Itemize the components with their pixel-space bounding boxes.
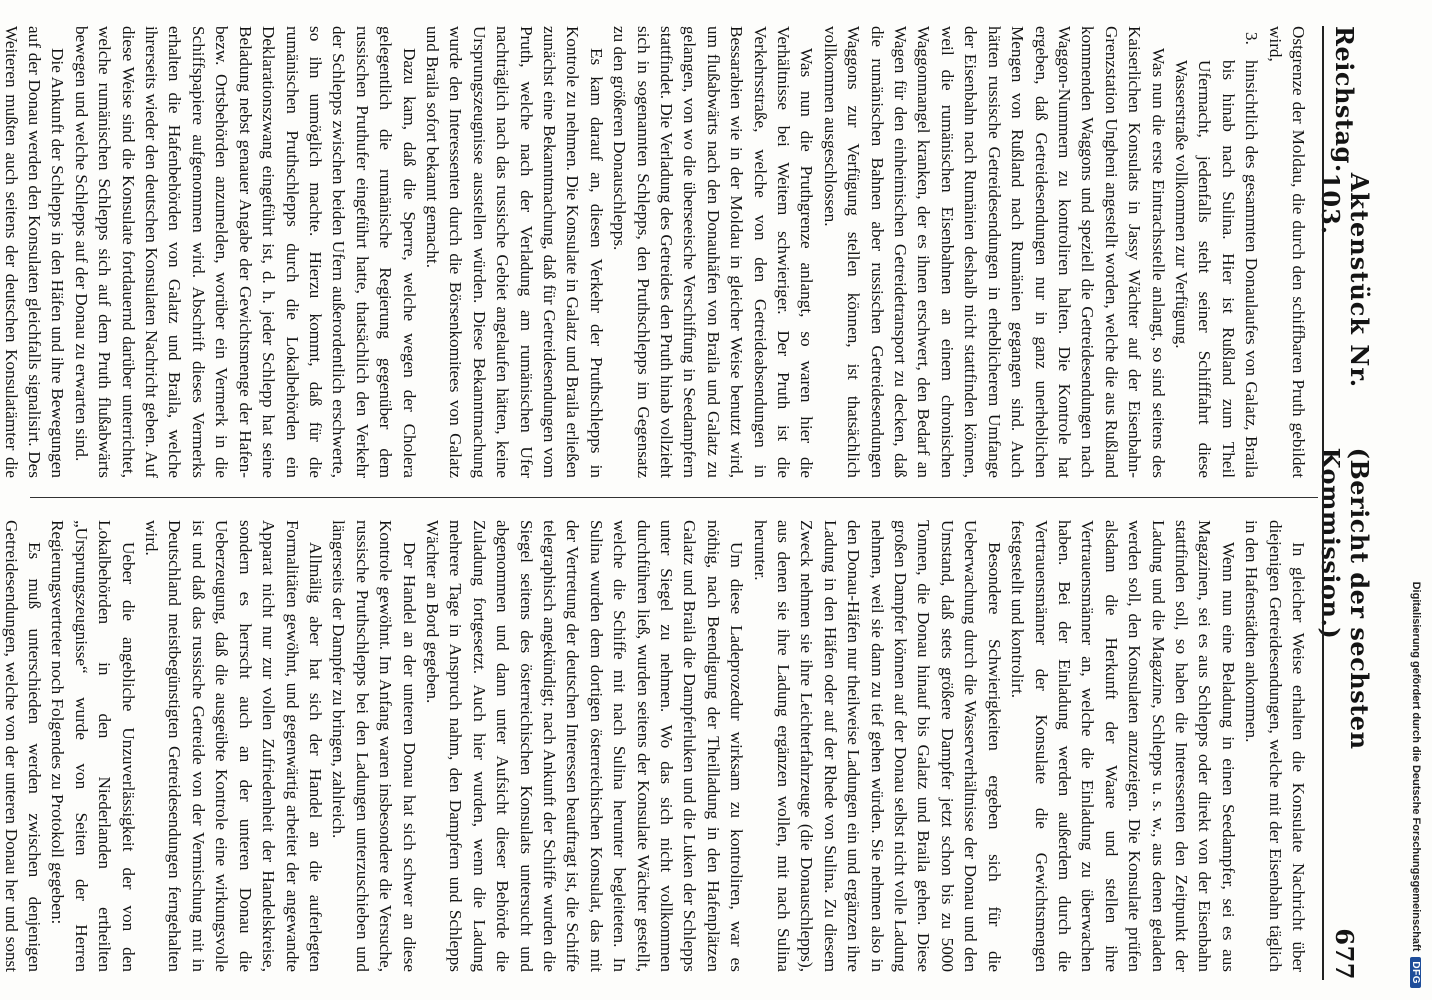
- paragraph: Es kam darauf an, diesen Verkehr der Pruthschlepps in Kontrole zu nehmen. Die Konsulate in Galatz und Braila erließen zunächst eine Bekanntmachung, daß für Getreidesendungen vom Pruth, welche nach der Verladung am rumänischen Ufer nachträglich nach das russische Gebiet angelaufen hätten, keine Ursprungszeugnisse ausstellen würden. Diese Bekanntmachung wurde den Interessenten durch die Börsenkomitees von Galatz und Braila sofort bekannt gemacht.: [422, 26, 606, 478]
- paragraph-text: hinsichtlich des gesammten Donaulaufes von Galatz, Braila bis hinab nach Sulina. Hier ist Rußland zum Theil Ufermacht, jedenfalls steht seiner Schifffahrt diese Wasserstraße vollkommen zur Verfügung.: [1171, 60, 1262, 478]
- paragraph: Ostgrenze der Moldau, die durch den schiffbaren Pruth gebildet wird,: [1265, 26, 1308, 478]
- digitization-note: [1407, 8, 1425, 988]
- paragraph: Allmälig aber hat sich der Handel an die auferlegten Formalitäten gewöhnt, und gegenwärtig arbeitet der angewandte Apparat nicht nur zur vollen Zufriedenheit der Handelskreise, sondern es herrscht auch an der unteren Donau die Ueberzeugung, daß die ausgeübte Kontrole eine wirkungsvolle ist und daß das russische Getreide von der Vermischung mit in Deutschland meistbegünstigten Getreidesendungen ferngehalten wird.: [142, 520, 325, 972]
- header-left: Reichstag.: [1330, 26, 1360, 173]
- paragraph: In gleicher Weise erhalten die Konsulate Nachricht über diejenigen Getreidesendungen, welche mit der Eisenbahn täglich in den Hafenstädten ankommen.: [1242, 520, 1308, 972]
- right-column: [1, 520, 1310, 972]
- page-header: [1316, 26, 1374, 980]
- digitization-text: Digitalisierung gefördert durch die Deutsche Forschungsgemeinschaft: [1410, 581, 1422, 952]
- paragraph: Besondere Schwierigkeiten ergeben sich für die Ueberwachung durch die Wasserverhältnisse der Donau und den Umstand, daß stets größere Dampfer jetzt schon bis zu 5000 Tonnen, die Donau hinauf bis Galatz und Braila gehen. Diese großen Dampfer können auf der Donau selbst nicht volle Ladung nehmen, weil sie dann zu tief gehen würden. Sie nehmen also in den Donau-Häfen nur theilweise Ladungen ein und ergänzen ihre Ladung in den Häfen oder auf der Rhede von Sulina. Zu diesem Zweck nehmen sie ihre Leichterfahrzeuge (die Donauschlepps), aus denen sie ihre Ladung ergänzen wollen, mit nach Sulina herunter.: [750, 520, 1004, 972]
- left-column: [1, 26, 1310, 478]
- paragraph-number: 3.: [1242, 32, 1262, 45]
- header-right-title: (Bericht der sechsten Kommission.): [1316, 447, 1374, 750]
- header-rule: [1322, 26, 1324, 980]
- page-number: 677: [1330, 928, 1360, 980]
- numbered-paragraph: [1170, 26, 1264, 478]
- column-divider: [30, 497, 1318, 498]
- header-center: Aktenstück Nr. 103.: [1316, 172, 1374, 389]
- paragraph: Wenn nun eine Beladung in einen Seedampfer, sei es aus Magazinen, sei es aus Schlepps oder direkt von der Eisenbahn stattfinden soll, so haben die Interessenten den Zeitpunkt der Ladung und die Magazine, Schlepps u. s. w., aus denen geladen werden soll, den Konsulaten anzuzeigen. Die Konsulate prüfen alsdann die Herkunft der Waare und stellen ihre Vertrauensmänner an, welche die Einladung zu überwachen haben. Bei der Einladung werden außerdem durch die Vertrauensmänner der Konsulate die Gewichtsmengen festgestellt und kontrolirt.: [1008, 520, 1238, 972]
- paragraph: Der Handel an der unteren Donau hat sich schwer an diese Kontrole gewöhnt. Im Anfang waren insbesondere die Versuche, russische Pruthschlepps bei den Ladungen unterzuschieben und längerseits der Dampfer zu bringen, zahlreich.: [329, 520, 419, 972]
- paragraph: Um diese Ladeprozedur wirksam zu kontroliren, war es nöthig, nach Beendigung der Theilladung in den Hafenplätzen Galatz und Braila die Dampferluken und die Luken der Schlepps unter Siegel zu nehmen. Wo das sich nicht vollkommen durchführen ließ, wurden seitens der Konsulate Wächter gestellt, welche die Schiffe mit nach Sulina herunter begleiteten. In Sulina wurden dem dortigen österreichischen Konsulat, das mit der Vertretung der deutschen Interessen beauftragt ist, die Schiffe telegraphisch angekündigt; nach Ankunft der Schiffe wurden die Siegel seitens des österreichischen Konsulats untersucht und abgenommen und dann unter Aufsicht dieser Behörde die Zuladung fortgesetzt. Auch hier wurden, wenn die Ladung mehrere Tage in Anspruch nahm, den Dampfern und Schlepps Wächter an Bord gegeben.: [422, 520, 747, 972]
- paragraph: Die Ankunft der Schlepps in den Häfen und ihre Bewegungen auf der Donau werden den Konsulaten gleichfalls signalisirt. Des Weiteren mußten auch seitens der deutschen Konsulatämter die: [1, 26, 68, 478]
- paragraph: Ueber die angebliche Unzuverlässigkeit der von den Lokalbehörden in den Niederlanden ertheilten „Ursprungszeugnisse“ wurde von Seiten der Herren Regierungsvertreter noch Folgendes zu Protokoll gegeben:: [48, 520, 138, 972]
- digitization-strip: [1405, 0, 1427, 1000]
- paragraph: Was nun die erste Eintrachsstelle anlangt, so sind seitens des Kaiserlichen Konsulats in Jassy Wächter auf der Eisenbahn-Grenzstation Ungheni angestellt worden, welche die aus Rußland kommenden Waggons und speziell die Getreidesendungen nach Waggon-Nummern zu kontroliren halten. Die Kontrole hat ergeben, daß Getreidesendungen nur in ganz unerheblichen Mengen von Rußland nach Rumänien gegangen sind. Auch hätten russische Getreidesendungen in erheblicherem Umfange der Eisenbahn nach Rumänien deshalb nicht stattfinden können, weil die rumänischen Eisenbahnen an einem chronischen Waggonmangel kranken, der es ihnen erschwert, den Bedarf an Wagen für den einheimischen Getreidetransport zu decken, daß die rumänischen Bahnen aber russischen Getreidesendungen Waggons zur Verfügung stellen können, ist thatsächlich vollkommen ausgeschlossen.: [820, 26, 1168, 478]
- paragraph: Was nun die Pruthgrenze anlangt, so waren hier die Verhältnisse bei Weitem schwieriger. Der Pruth ist die Verkehrsstraße, welche von den Getreideabsendungen in Bessarabien wie in der Moldau in gleicher Weise benutzt wird, um flußabwärts nach den Donauhäfen von Braila und Galatz zu gelangen, von wo die überseeische Verschiffung in Seedampfern stattfindet. Die Verladung des Getreides den Pruth hinab vollzieht sich in sogenannten Schlepps, den Pruthschlepps im Gegensatz zu den größeren Donauschlepps.: [610, 26, 817, 478]
- paragraph: Dazu kam, daß die Sperre, welche wegen der Cholera gelegentlich die rumänische Regierung gegenüber dem russischen Pruthufer eingeführt hatte, thatsächlich den Verkehr der Schlepps zwischen beiden Ufern außerordentlich erschwerte, so ihn unmöglich machte. Hierzu kommt, daß für die rumänischen Pruthschlepps durch die Lokalbehörden ein Deklarationszwang eingeführt ist, d. h. jeder Schlepp hat seine Beladung nebst genauer Angabe der Gewichtsmenge der Hafen- bezw. Ortsbehörden anzumelden, worüber ein Vermerk in die Schiffspapiere aufgenommen wird. Abschrift dieses Vermerks erhalten die Hafenbehörden von Galatz und Braila, welche ihrerseits wieder den deutschen Konsulaten Nachricht geben. Auf diese Weise sind die Konsulate fortdauernd darüber unterrichtet, welche rumänischen Schlepps sich auf dem Pruth flußabwärts bewegen und welche Schlepps auf der Donau zu erwarten sind.: [71, 26, 419, 478]
- dfg-logo-icon: DFG: [1411, 957, 1422, 988]
- paragraph: Es muß unterschieden werden zwischen denjenigen Getreidesendungen, welche von der unteren Donau her und sonst: [1, 520, 45, 972]
